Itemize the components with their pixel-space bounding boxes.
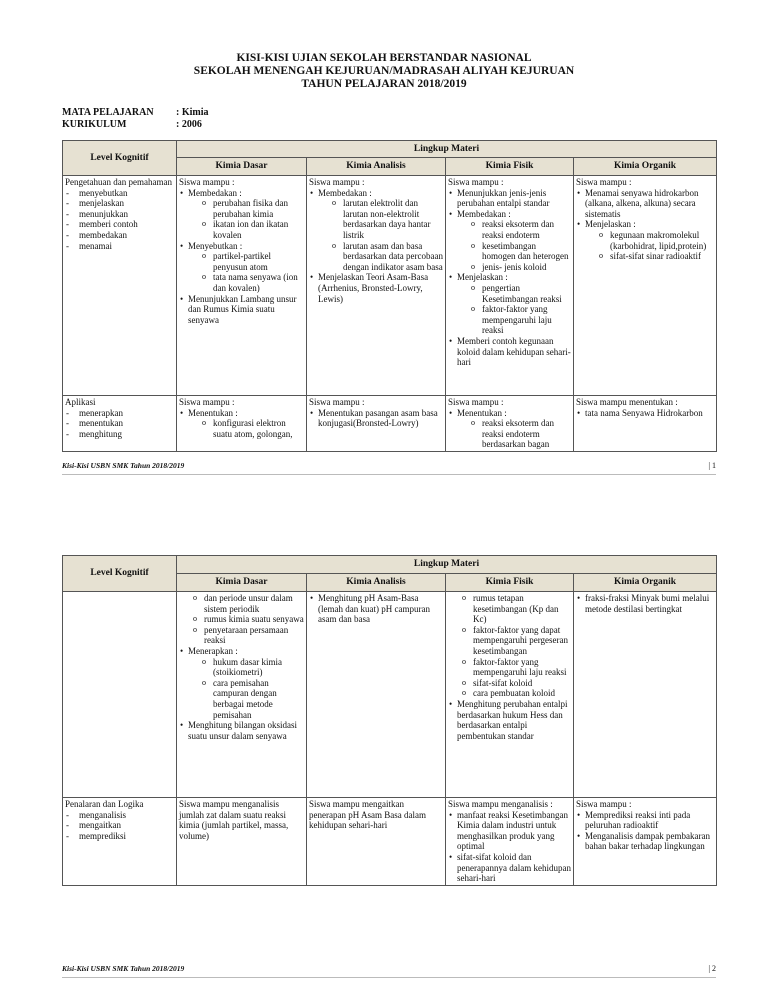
sub-list: [188, 198, 304, 240]
sub-list: [457, 418, 571, 450]
bullet-list: [576, 810, 714, 852]
list-item: - menunjukkan: [65, 209, 174, 220]
sub-list: [188, 251, 304, 293]
list-item: o dan periode unsur dalam sistem periodik: [179, 593, 304, 614]
bullet-list: [448, 188, 571, 368]
cell-intro: Siswa mampu menganalisis :: [448, 799, 553, 809]
meta-curriculum-value: : 2006: [176, 118, 202, 130]
cell-text: Siswa mampu mengaitkan penerapan pH Asam Basa dalam kehidupan sehari-hari: [309, 799, 426, 831]
sub-list: [457, 219, 571, 272]
bullet-list: [576, 408, 714, 419]
list-item: o faktor-faktor yang mempengaruhi laju reaksi: [457, 304, 571, 336]
sub-list: [188, 657, 304, 721]
level-title: Pengetahuan dan pemahaman: [65, 177, 172, 187]
cell-intro: Siswa mampu :: [309, 177, 365, 187]
meta-curriculum-row: [62, 119, 209, 131]
level-cell: [63, 798, 177, 886]
footer-divider: [62, 474, 716, 475]
kimia-dasar-cell: [177, 396, 307, 452]
page-footer-2: [62, 964, 716, 975]
list-item: o cara pemisahan campuran dengan berbagai metode pemisahan: [188, 678, 304, 720]
list-item: o reaksi eksoterm dan reaksi endoterm berdasarkan bagan: [457, 418, 571, 450]
list-item: o konfigurasi elektron suatu atom, golongan,: [188, 418, 304, 439]
list-item: o kesetimbangan homogen dan heterogen: [457, 241, 571, 262]
list-item: o cara pembuatan koloid: [448, 688, 571, 699]
list-item: • Menentukan pasangan asam basa konjugasi(Bronsted-Lowry): [309, 408, 443, 429]
level-cell: [63, 592, 177, 798]
list-item: o ikatan ion dan ikatan kovalen: [188, 219, 304, 240]
list-item: o larutan asam dan basa berdasarkan data percobaan dengan indikator asam basa: [318, 241, 443, 273]
list-item: o pengertian Kesetimbangan reaksi: [457, 283, 571, 304]
list-item: • Membedakan : o larutan elektrolit dan larutan non-elektrolit berdasarkan daya hantar listrik o larutan asam dan basa berdasarkan data percobaan dengan indikator asam basa: [309, 188, 443, 273]
list-item: o sifat-sifat sinar radioaktif: [585, 251, 714, 262]
header-title-line3: TAHUN PELAJARAN 2018/2019: [301, 78, 467, 90]
header-kimia-fisik: Kimia Fisik: [446, 158, 574, 176]
header-kimia-organik: Kimia Organik: [574, 158, 717, 176]
table-row: [63, 798, 717, 886]
bullet-list: [576, 593, 714, 614]
list-item: - menerapkan: [65, 408, 174, 419]
header-level-kognitif: Level Kognitif: [63, 141, 177, 176]
meta-subject-value: : Kimia: [176, 107, 209, 118]
kimia-dasar-cell: [177, 592, 307, 798]
level-list: [65, 188, 174, 252]
list-item: • Menghitung pH Asam-Basa (lemah dan kuat) pH campuran asam dan basa: [309, 593, 443, 625]
kimia-organik-cell: [574, 176, 717, 396]
sub-list: [188, 418, 304, 439]
header-title-line1: KISI-KISI UJIAN SEKOLAH BERSTANDAR NASIONAL: [236, 52, 532, 64]
kisi-table-page2: [62, 555, 717, 886]
list-item: • sifat-sifat koloid dan penerapannya dalam kehidupan sehari-hari: [448, 852, 571, 884]
kimia-fisik-cell: [446, 592, 574, 798]
cell-intro: Siswa mampu :: [179, 177, 235, 187]
table-row: [63, 176, 717, 396]
kimia-analisis-cell: [307, 176, 446, 396]
list-item: o faktor-faktor yang mempengaruhi laju reaksi: [448, 657, 571, 678]
header-kimia-dasar: Kimia Dasar: [177, 574, 307, 592]
list-item: • Menjelaskan : o pengertian Kesetimbangan reaksi o faktor-faktor yang mempengaruhi laju reaksi: [448, 272, 571, 336]
meta-subject-label: MATA PELAJARAN: [62, 107, 154, 118]
kimia-analisis-cell: [307, 396, 446, 452]
table-row: [63, 396, 717, 452]
sub-list: [457, 283, 571, 336]
list-item: • Menyebutkan : o partikel-partikel penyusun atom o tata nama senyawa (ion dan kovalen): [179, 241, 304, 294]
bullet-list: [448, 810, 571, 884]
header-level-kognitif: Level Kognitif: [63, 556, 177, 592]
list-item: o larutan elektrolit dan larutan non-elektrolit berdasarkan daya hantar listrik: [318, 198, 443, 240]
kisi-table-page1: [62, 140, 717, 452]
list-item: - memberi contoh: [65, 219, 174, 230]
list-item: • Menunjukkan jenis-jenis perubahan entalpi standar: [448, 188, 571, 209]
sub-list: [318, 198, 443, 272]
list-item: o rumus tetapan kesetimbangan (Kp dan Kc): [448, 593, 571, 625]
list-item: - menghitung: [65, 429, 174, 440]
header-kimia-dasar: Kimia Dasar: [177, 158, 307, 176]
list-item: • Menjelaskan : o kegunaan makromolekul (karbohidrat, lipid,protein) o sifat-sifat sinar radioaktif: [576, 219, 714, 261]
header-kimia-fisik: Kimia Fisik: [446, 574, 574, 592]
kimia-analisis-cell: [307, 798, 446, 886]
kimia-fisik-cell: [446, 798, 574, 886]
list-item: o jenis- jenis koloid: [457, 262, 571, 273]
list-item: • Menunjukkan Lambang unsur dan Rumus Kimia suatu senyawa: [179, 294, 304, 326]
level-list: [65, 408, 174, 440]
header-kimia-analisis: Kimia Analisis: [307, 158, 446, 176]
cell-intro: Siswa mampu :: [448, 177, 504, 187]
level-title: Aplikasi: [65, 397, 96, 407]
page-footer-1: [62, 461, 716, 472]
list-item: - menentukan: [65, 418, 174, 429]
bullet-list: [448, 408, 571, 450]
kimia-dasar-cell: [177, 176, 307, 396]
list-item: o perubahan fisika dan perubahan kimia: [188, 198, 304, 219]
bullet-list: [309, 593, 443, 625]
list-item: o kegunaan makromolekul (karbohidrat, lipid,protein): [585, 230, 714, 251]
meta-curriculum-label: KURIKULUM: [62, 118, 127, 130]
list-item: • Membedakan : o perubahan fisika dan perubahan kimia o ikatan ion dan ikatan kovalen: [179, 188, 304, 241]
list-item: - menamai: [65, 241, 174, 252]
cell-intro: Siswa mampu :: [576, 799, 632, 809]
list-item: o sifat-sifat koloid: [448, 678, 571, 689]
kimia-organik-cell: [574, 798, 717, 886]
list-item: o hukum dasar kimia (stoikiometri): [188, 657, 304, 678]
footer-text: Kisi-Kisi USBN SMK Tahun 2018/2019: [62, 964, 185, 973]
list-item: o faktor-faktor yang dapat mempengaruhi pergeseran kesetimbangan: [448, 625, 571, 657]
meta-info: [62, 107, 209, 130]
kimia-organik-cell: [574, 592, 717, 798]
level-cell: [63, 176, 177, 396]
list-item: • Menentukan : o konfigurasi elektron suatu atom, golongan,: [179, 408, 304, 440]
bullet-list: [448, 699, 571, 741]
footer-text: Kisi-Kisi USBN SMK Tahun 2018/2019: [62, 461, 185, 470]
footer-page-number: | 1: [708, 461, 716, 470]
list-item: • Menamai senyawa hidrokarbon (alkana, alkena, alkuna) secara sistematis: [576, 188, 714, 220]
level-title: Penalaran dan Logika: [65, 799, 144, 809]
header-kimia-analisis: Kimia Analisis: [307, 574, 446, 592]
header-lingkup-materi: Lingkup Materi: [177, 556, 717, 574]
sub-list: [448, 593, 571, 699]
kimia-organik-cell: [574, 396, 717, 452]
kimia-fisik-cell: [446, 396, 574, 452]
list-item: - mengaitkan: [65, 820, 174, 831]
cell-intro: Siswa mampu :: [309, 397, 365, 407]
kimia-analisis-cell: [307, 592, 446, 798]
level-cell: [63, 396, 177, 452]
list-item: - menjelaskan: [65, 198, 174, 209]
list-item: o rumus kimia suatu senyawa: [179, 614, 304, 625]
list-item: o reaksi eksoterm dan reaksi endoterm: [457, 219, 571, 240]
list-item: • Menghitung bilangan oksidasi suatu unsur dalam senyawa: [179, 720, 304, 741]
list-item: - memprediksi: [65, 831, 174, 842]
bullet-list: [309, 188, 443, 305]
level-list: [65, 810, 174, 842]
cell-intro: Siswa mampu :: [576, 177, 632, 187]
list-item: • Menganalisis dampak pembakaran bahan bakar terhadap lingkungan: [576, 831, 714, 852]
list-item: o partikel-partikel penyusun atom: [188, 251, 304, 272]
bullet-list: [576, 188, 714, 262]
bullet-list: [309, 408, 443, 429]
cell-intro: Siswa mampu menentukan :: [576, 397, 678, 407]
list-item: • Memberi contoh kegunaan koloid dalam kehidupan sehari-hari: [448, 336, 571, 368]
document-header: [0, 52, 768, 91]
list-item: • Menjelaskan Teori Asam-Basa (Arrhenius, Bronsted-Lowry, Lewis): [309, 272, 443, 304]
cell-intro: Siswa mampu :: [179, 397, 235, 407]
list-item: - menyebutkan: [65, 188, 174, 199]
list-item: • Menghitung perubahan entalpi berdasarkan hukum Hess dan berdasarkan entalpi pembentukan standar: [448, 699, 571, 741]
header-kimia-organik: Kimia Organik: [574, 574, 717, 592]
list-item: o tata nama senyawa (ion dan kovalen): [188, 272, 304, 293]
list-item: - menganalisis: [65, 810, 174, 821]
bullet-list: [179, 646, 304, 741]
list-item: • manfaat reaksi Kesetimbangan Kimia dalam industri untuk menghasilkan produk yang optimal: [448, 810, 571, 852]
footer-divider: [62, 977, 716, 978]
list-item: o penyetaraan persamaan reaksi: [179, 625, 304, 646]
list-item: • Menentukan : o reaksi eksoterm dan reaksi endoterm berdasarkan bagan: [448, 408, 571, 450]
bullet-list: [179, 408, 304, 440]
cell-text: Siswa mampu menganalisis jumlah zat dalam suatu reaksi kimia (jumlah partikel, massa, volume): [179, 799, 289, 841]
list-item: • fraksi-fraksi Minyak bumi melalui metode destilasi bertingkat: [576, 593, 714, 614]
header-lingkup-materi: Lingkup Materi: [177, 141, 717, 158]
kimia-fisik-cell: [446, 176, 574, 396]
table-row: [63, 592, 717, 798]
sub-list: [179, 593, 304, 646]
kimia-dasar-cell: [177, 798, 307, 886]
sub-list: [585, 230, 714, 262]
footer-page-number: | 2: [708, 964, 716, 973]
list-item: - membedakan: [65, 230, 174, 241]
list-item: • Membedakan : o reaksi eksoterm dan reaksi endoterm o kesetimbangan homogen dan heterogen o jenis- jenis koloid: [448, 209, 571, 273]
header-title-line2: SEKOLAH MENENGAH KEJURUAN/MADRASAH ALIYAH KEJURUAN: [193, 65, 575, 77]
cell-intro: Siswa mampu :: [448, 397, 504, 407]
list-item: • Menerapkan : o hukum dasar kimia (stoikiometri) o cara pemisahan campuran dengan berbagai metode pemisahan: [179, 646, 304, 720]
list-item: • tata nama Senyawa Hidrokarbon: [576, 408, 714, 419]
list-item: • Memprediksi reaksi inti pada peluruhan radioaktif: [576, 810, 714, 831]
bullet-list: [179, 188, 304, 326]
meta-subject-row: [62, 107, 209, 119]
